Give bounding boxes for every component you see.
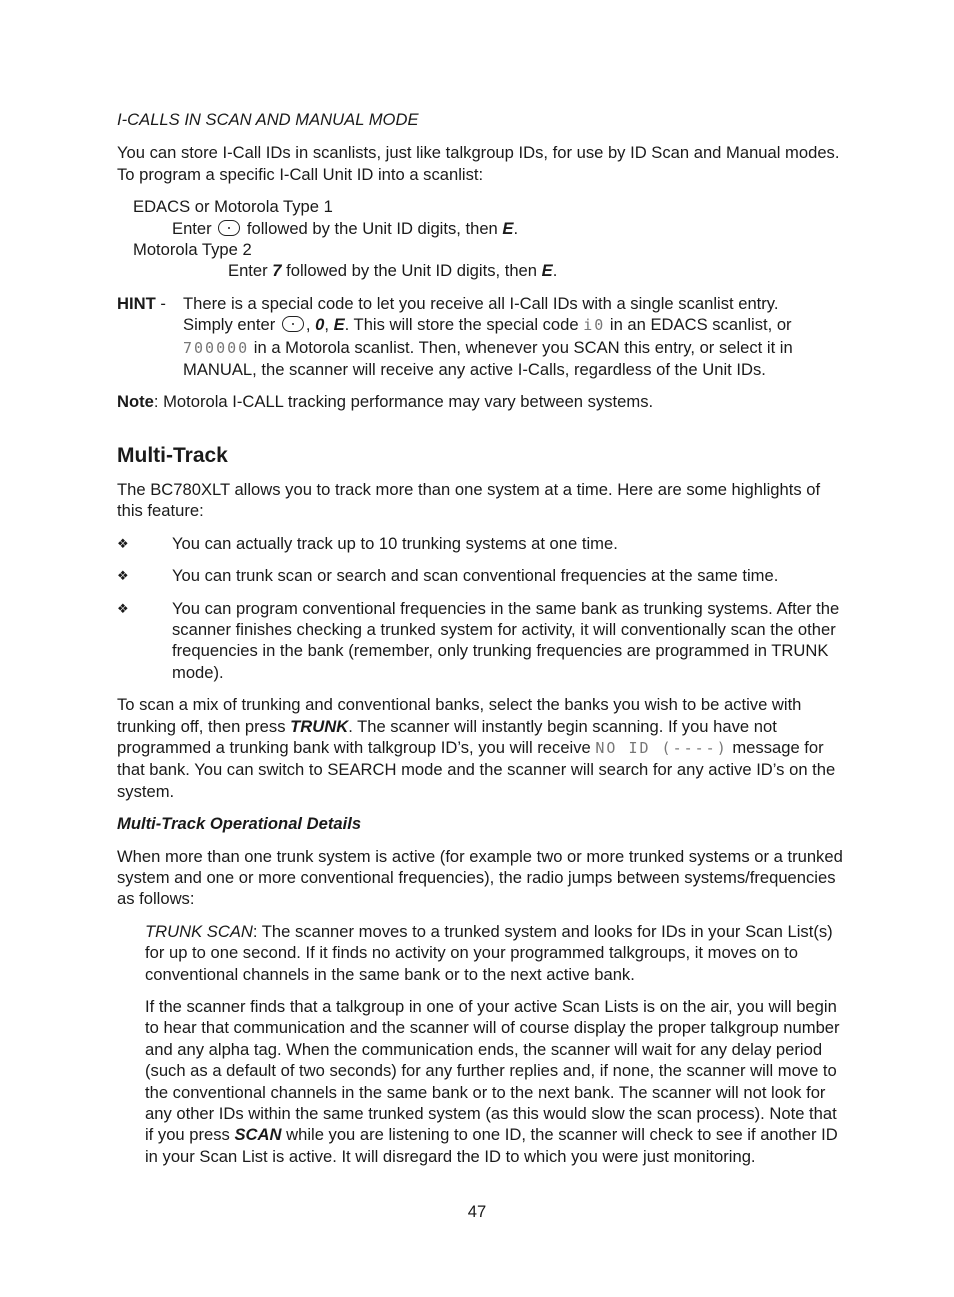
bullet-icon: ❖ <box>117 535 129 551</box>
icalls-heading: I-CALLS IN SCAN AND MANUAL MODE <box>117 110 419 129</box>
multitrack-intro: The BC780XLT allows you to track more than one system at a time. Here are some highlights of this feature: <box>117 479 821 521</box>
manual-page <box>117 109 844 1178</box>
lcd-code-motorola: 700000 <box>183 338 250 357</box>
list-item: ❖ You can actually track up to 10 trunking systems at one time. <box>117 533 618 553</box>
hint-text: There is a special code to let you receive all I-Call IDs with a single scanlist entry. Simply enter , 0, E. This will store the special code i0 in an EDACS scanlist, or 700000 in a Motorola scanlist. Then, whenever you SCAN this entry, or select it in MANUAL, the scanner will receive any active I-Calls, regardless of the Unit IDs. <box>183 293 793 380</box>
hint-label: HINT <box>117 293 156 313</box>
type1-step: Enter followed by the Unit ID digits, then E. <box>172 218 519 238</box>
list-item: ❖ You can trunk scan or search and scan conventional frequencies at the same time. <box>117 566 779 586</box>
list-item: ❖ You can program conventional frequencies in the same bank as trunking systems. After the scanner finishes checking a trunked system for activity, it will conventionally scan the other frequencies in the bank (remember, only trunking frequencies are programmed in TRUNK mode). <box>117 598 840 682</box>
trunk-key: TRUNK <box>290 716 349 736</box>
lcd-no-id-message: NO ID (----) <box>595 738 728 757</box>
multitrack-heading: Multi-Track <box>117 443 228 467</box>
e-key: E <box>502 218 514 238</box>
type2-label: Motorola Type 2 <box>133 240 252 260</box>
page-number: 47 <box>467 1202 487 1221</box>
scan-key: SCAN <box>234 1125 282 1145</box>
multitrack-mix-paragraph: To scan a mix of trunking and conventional banks, select the banks you wish to be active with trunking off, then press TRUNK. The scanner will instantly begin scanning. If you have not programmed a trunking bank with talkgroup ID’s, you will receive NO ID (----) message for that bank. You can switch to SEARCH mode and the scanner will search for any active ID’s on the system. <box>117 695 836 801</box>
operational-details-heading: Multi-Track Operational Details <box>117 814 362 834</box>
dot-key-icon <box>282 316 304 332</box>
bullet-icon: ❖ <box>117 600 129 616</box>
lcd-code-edacs: i0 <box>583 316 606 335</box>
note: Note: Motorola I-CALL tracking performance may vary between systems. <box>117 392 654 412</box>
type1-label: EDACS or Motorola Type 1 <box>133 197 333 217</box>
dot-key-icon <box>218 220 240 236</box>
hint-block: HINT - There is a special code to let you receive all I-Call IDs with a single scanlist entry. Simply enter , 0, E. This will store the special code i0 in an EDACS scanlist, or 700000 in a Motorola scanlist. Then, whenever you SCAN this entry, or select it in MANUAL, the scanner will receive any active I-Calls, regardless of the Unit IDs. <box>117 293 844 381</box>
seven-key: 7 <box>272 261 282 281</box>
icall-programming-steps <box>133 196 844 282</box>
bullet-icon: ❖ <box>117 568 129 584</box>
e-key: E <box>541 261 553 281</box>
operational-details-intro: When more than one trunk system is active (for example two or more trunked systems or a trunked system and one or more conventional frequencies), the radio jumps between systems/frequencies as follows: <box>117 846 843 909</box>
icalls-intro: You can store I-Call IDs in scanlists, just like talkgroup IDs, for use by ID Scan and Manual modes. To program a specific I-Call Unit ID into a scanlist: <box>117 143 840 184</box>
type2-step: Enter 7 followed by the Unit ID digits, then E. <box>228 261 558 281</box>
scan-behavior-paragraph: If the scanner finds that a talkgroup in one of your active Scan Lists is on the air, you will begin to hear that communication and the scanner will of course display the proper talkgroup number and any alpha tag. When the communication ends, the scanner will wait for any delay period (such as a default of two seconds) for any further replies and, if none, the scanner will move to the conventional channels in the same bank or to the next bank. The scanner will not look for any other IDs within the same trunked system (as this would slow the scan process). Note that if you press SCAN while you are listening to one ID, the scanner will check to see if another ID in your Scan List is active. It will disregard the ID to which you were just monitoring. <box>145 997 840 1166</box>
trunk-scan-paragraph: TRUNK SCAN: The scanner moves to a trunked system and looks for IDs in your Scan List(s) for up to one second. If it finds no activity on your programmed talkgroups, it moves on to conventional channels in the same bank or to the next active bank. <box>145 921 833 984</box>
